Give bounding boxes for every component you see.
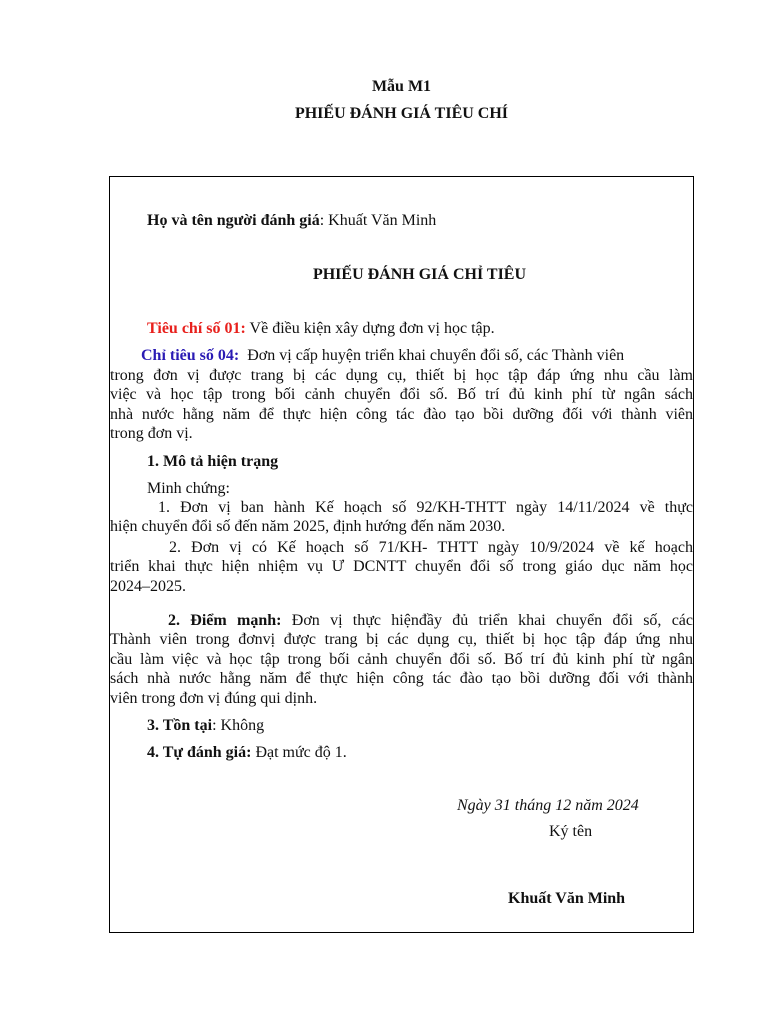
weakness-label: 3. Tồn tại	[147, 717, 213, 734]
criterion-label: Tiêu chí số 01:	[147, 320, 246, 337]
strengths-line-5: viên trong đơn vị đúng qui dịnh.	[110, 690, 318, 707]
self-assessment-label: 4. Tự đánh giá:	[147, 744, 252, 761]
evidence-2-line-1: 2. Đơn vị có Kế hoạch số 71/KH- THTT ngày 10/9/2024 về kế hoạch	[169, 539, 693, 556]
evaluator-label: Họ và tên người đánh giá	[147, 212, 320, 229]
signature-label: Ký tên	[549, 823, 593, 840]
strengths-text-1: Đơn vị thực hiệnđầy đủ triển khai chuyển đổi số, các	[291, 612, 694, 629]
form-title: PHIẾU ĐÁNH GIÁ TIÊU CHÍ	[294, 105, 509, 122]
evaluator-name: : Khuất Văn Minh	[319, 212, 437, 229]
strengths-line-2: Thành viên trong đơnvị được trang bị các dụng cụ, thiết bị học tập đáp ứng nhu	[110, 631, 693, 648]
evidence-label: Minh chứng:	[147, 480, 230, 497]
evidence-1-line-2: hiện chuyển đổi số đến năm 2025, định hướng đến năm 2030.	[110, 518, 506, 535]
indicator-line-2: trong đơn vị được trang bị các dụng cụ, thiết bị học tập đáp ứng nhu cầu làm	[110, 367, 693, 384]
weakness-line	[147, 716, 693, 736]
evidence-2-line-2: triển khai thực hiện nhiệm vụ Ư DCNTT chuyển đổi số trong giáo dục năm học	[110, 558, 693, 575]
section-title: PHIẾU ĐÁNH GIÁ CHỈ TIÊU	[312, 266, 527, 283]
indicator-line-3: việc và học tập trong bối cảnh chuyển đổi số. Bố trí đủ kinh phí từ ngân sách	[110, 386, 693, 403]
indicator-line-4: nhà nước hằng năm để thực hiện công tác đào tạo bồi dưỡng đối với thành viên	[110, 406, 693, 423]
evidence-1-line-1: 1. Đơn vị ban hành Kế hoạch số 92/KH-THTT ngày 14/11/2024 về thực	[158, 499, 693, 516]
indicator-text-1: Đơn vị cấp huyện triển khai chuyển đổi số, các Thành viên	[247, 347, 625, 364]
indicator-line-1	[141, 346, 693, 366]
weakness-value: : Không	[212, 717, 265, 734]
strengths-line-4: sách nhà nước hằng năm để thực hiện công tác đào tạo bồi dưỡng đối với thành	[110, 670, 693, 687]
self-assessment-value: Đạt mức độ 1.	[251, 744, 347, 761]
indicator-line-5: trong đơn vị.	[110, 425, 193, 442]
status-heading: 1. Mô tả hiện trạng	[147, 453, 279, 470]
signature-date: Ngày 31 tháng 12 năm 2024	[457, 797, 639, 814]
signer-name: Khuất Văn Minh	[508, 890, 626, 907]
indicator-label: Chỉ tiêu số 04:	[141, 347, 240, 364]
strengths-line-3: cầu làm việc và học tập trong bối cảnh chuyển đổi số. Bố trí đủ kinh phí từ ngân	[110, 651, 693, 668]
criterion-text: Về điều kiện xây dựng đơn vị học tập.	[245, 320, 495, 337]
criterion-line	[147, 319, 693, 339]
strengths-label: 2. Điểm mạnh:	[168, 612, 282, 629]
evaluator-line	[147, 211, 693, 231]
self-assessment-line	[147, 743, 693, 763]
evidence-2-line-3: 2024–2025.	[110, 578, 186, 595]
form-code: Mẫu M1	[371, 78, 432, 95]
strengths-line-1	[168, 611, 693, 631]
assessment-frame	[109, 176, 694, 933]
